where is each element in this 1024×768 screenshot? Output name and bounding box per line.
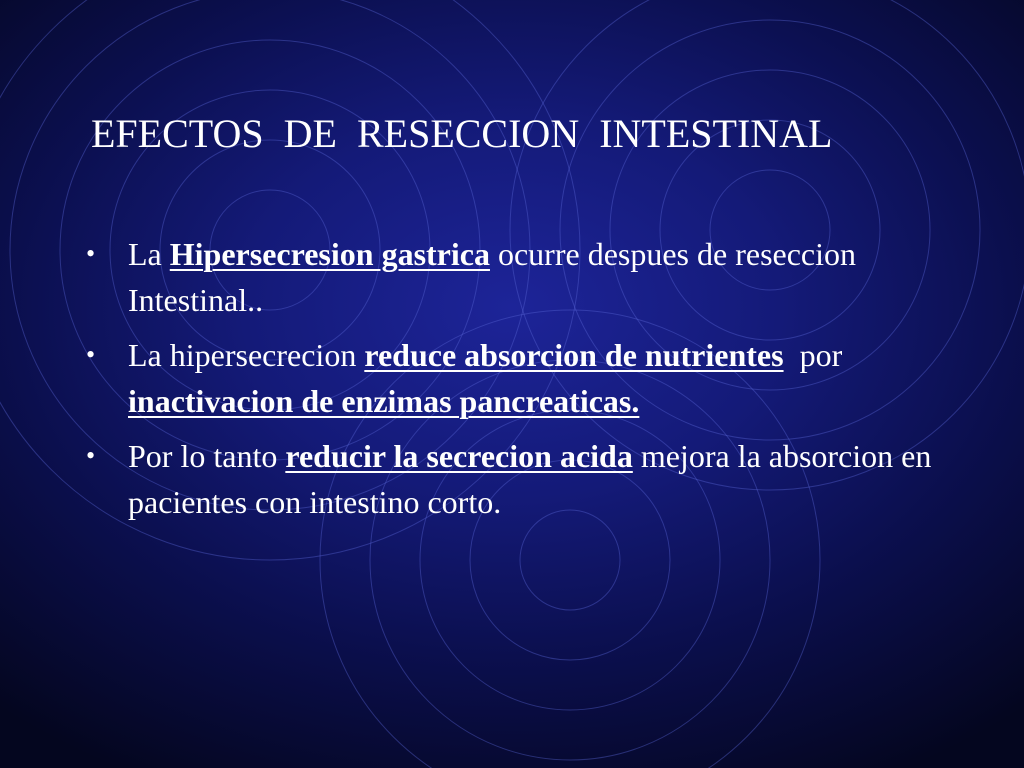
bullet-highlight: Hipersecresion gastrica [169,236,490,272]
bullet-item [82,433,962,525]
bullet-dot-icon: • [86,340,96,369]
bullet-dot-icon: • [86,441,96,470]
bullet-text: Por lo tanto [128,438,286,474]
bullet-text: ocurre despues de reseccion Intestinal.. [128,236,857,318]
bullet-text: por [783,337,851,373]
bullet-text: La [128,236,170,272]
bullet-list [82,231,962,534]
slide-title: EFECTOS DE RESECCION INTESTINAL [91,111,833,156]
bullet-highlight: reduce absorcion de nutrientes [364,337,784,373]
bullet-highlight: inactivacion de enzimas pancreaticas. [128,383,640,419]
bullet-dot-icon: • [86,239,96,268]
bullet-text: La hipersecrecion [128,337,365,373]
bullet-item [82,332,962,424]
bullet-text: mejora la absorcion en pacientes con intestino corto. [128,438,932,520]
bullet-highlight: reducir la secrecion acida [285,438,633,474]
bullet-item [82,231,962,323]
